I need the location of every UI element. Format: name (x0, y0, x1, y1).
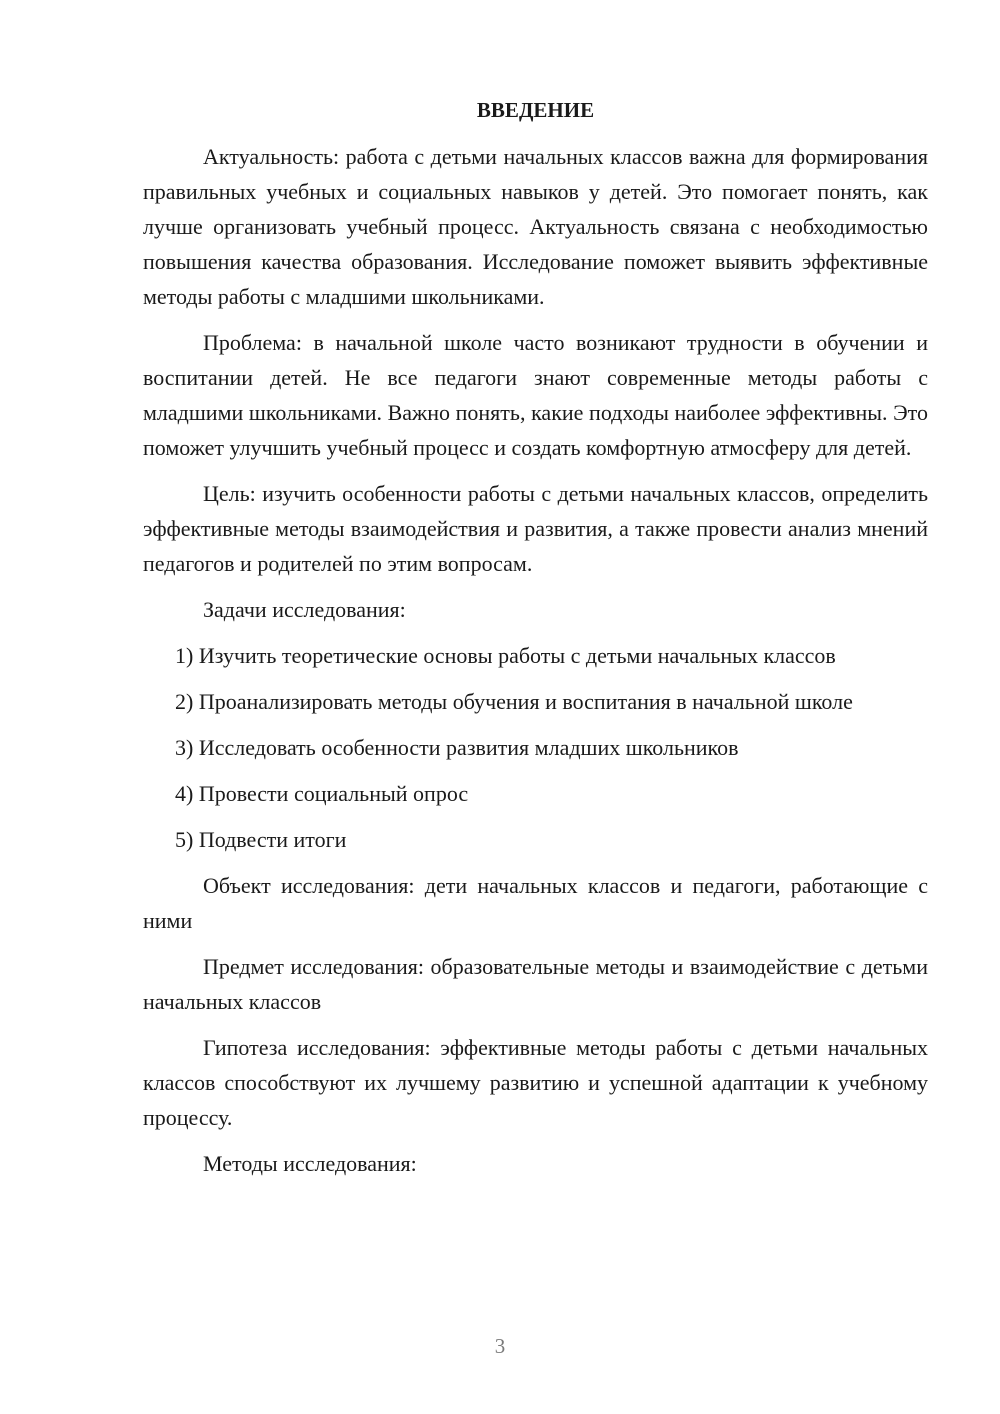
task-item: 5) Подвести итоги (175, 827, 347, 852)
goal-paragraph: Цель: изучить особенности работы с детьми начальных классов, определить эффективные методы взаимодействия и развития, а также провести анализ мнений педагогов и родителей по этим вопросам. (143, 481, 928, 576)
task-item: 1) Изучить теоретические основы работы с детьми начальных классов (175, 643, 836, 668)
object-paragraph: Объект исследования: дети начальных классов и педагоги, работающие с ними (143, 873, 928, 933)
hypothesis-paragraph: Гипотеза исследования: эффективные методы работы с детьми начальных классов способствуют их лучшему развитию и успешной адаптации к учебному процессу. (143, 1035, 928, 1130)
task-item: 4) Провести социальный опрос (175, 781, 469, 806)
subject-paragraph: Предмет исследования: образовательные методы и взаимодействие с детьми начальных классов (143, 954, 928, 1014)
relevance-paragraph: Актуальность: работа с детьми начальных классов важна для формирования правильных учебных и социальных навыков у детей. Это помогает понять, как лучше организовать учебный процесс. Актуальность связана с необходимостью повышения качества образования. Исследование поможет выявить эффективные методы работы с младшими школьниками. (143, 144, 928, 309)
document-page (143, 90, 928, 1192)
page-number: 3 (494, 1334, 506, 1358)
tasks-heading: Задачи исследования: (203, 597, 406, 622)
task-item: 3) Исследовать особенности развития младших школьников (175, 735, 739, 760)
problem-paragraph: Проблема: в начальной школе часто возникают трудности в обучении и воспитании детей. Не все педагоги знают современные методы работы с младшими школьниками. Важно понять, какие подходы наиболее эффективны. Это поможет улучшить учебный процесс и создать комфортную атмосферу для детей. (143, 330, 928, 460)
methods-heading: Методы исследования: (203, 1151, 417, 1176)
task-item: 2) Проанализировать методы обучения и воспитания в начальной школе (175, 689, 853, 714)
section-title: ВВЕДЕНИЕ (476, 98, 595, 122)
